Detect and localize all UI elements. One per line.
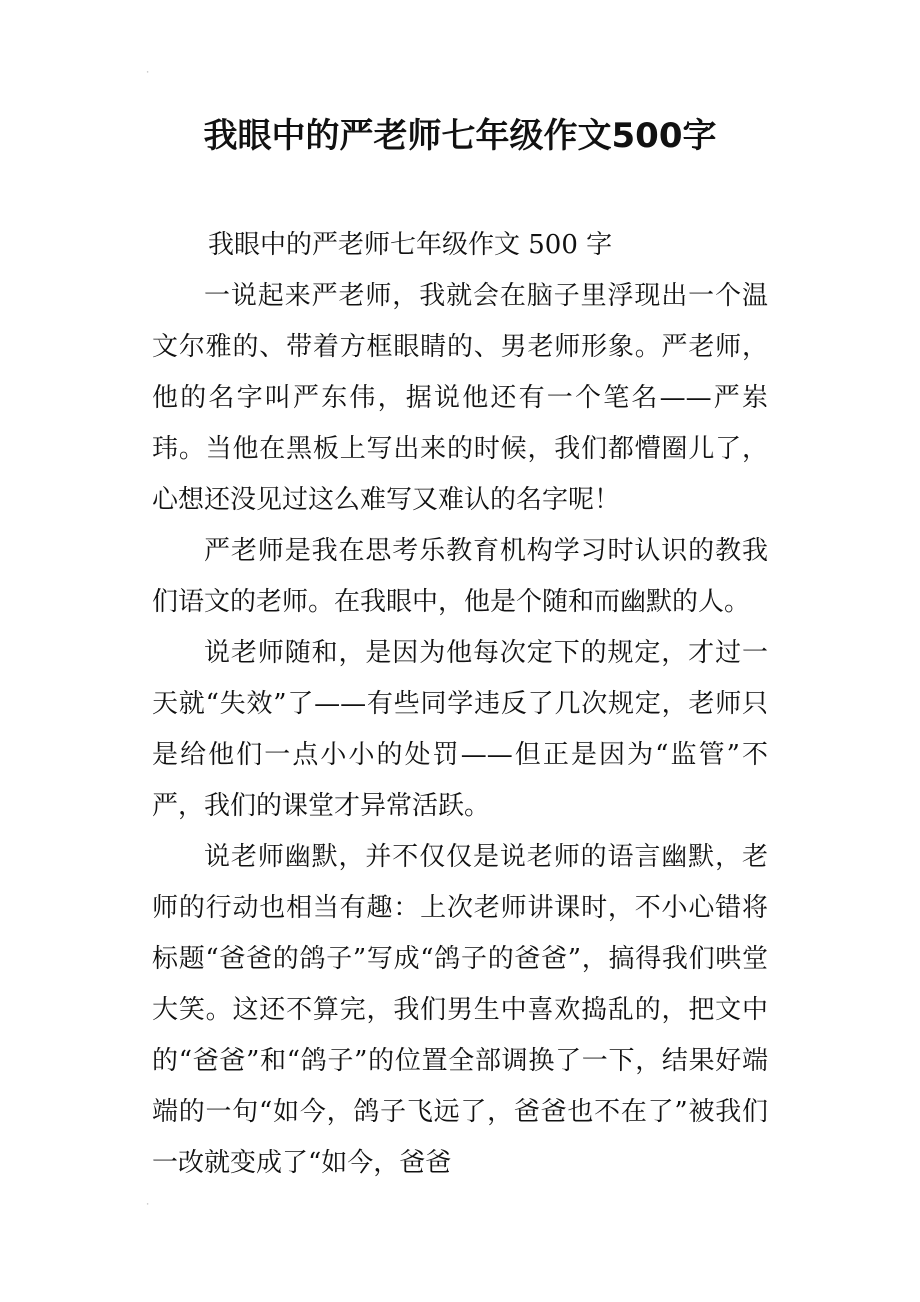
body-paragraph: 说老师随和，是因为他每次定下的规定，才过一天就“失效”了——有些同学违反了几次规定，老师只是给他们一点小小的处罚——但正是因为“监管”不严，我们的课堂才异常活跃。 — [152, 638, 768, 821]
corner-crop-mark-icon: ⸱ — [146, 1197, 150, 1211]
body-paragraph: 一说起来严老师，我就会在脑子里浮现出一个温文尔雅的、带着方框眼睛的、男老师形象。严老师，他的名字叫严东伟，据说他还有一个笔名——严岽玮。当他在黑板上写出来的时候，我们都懵圈儿了，心想还没见过这么难写又难认的名字呢！ — [152, 281, 768, 515]
body-paragraph: 我眼中的严老师七年级作文 500 字 — [208, 230, 613, 260]
body-paragraph: 严老师是我在思考乐教育机构学习时认识的教我们语文的老师。在我眼中，他是个随和而幽默的人。 — [152, 536, 768, 617]
document-title: 我眼中的严老师七年级作文500字 — [203, 116, 717, 156]
document-body — [152, 220, 768, 1189]
corner-crop-mark-icon: ⸱ — [146, 65, 150, 79]
body-paragraph: 说老师幽默，并不仅仅是说老师的语言幽默，老师的行动也相当有趣：上次老师讲课时，不小心错将标题“爸爸的鸽子”写成“鸽子的爸爸”，搞得我们哄堂大笑。这还不算完，我们男生中喜欢捣乱的，把文中的“爸爸”和“鸽子”的位置全部调换了一下，结果好端端的一句“如今，鸽子飞远了，爸爸也不在了”被我们一改就变成了“如今，爸爸 — [152, 842, 768, 1178]
